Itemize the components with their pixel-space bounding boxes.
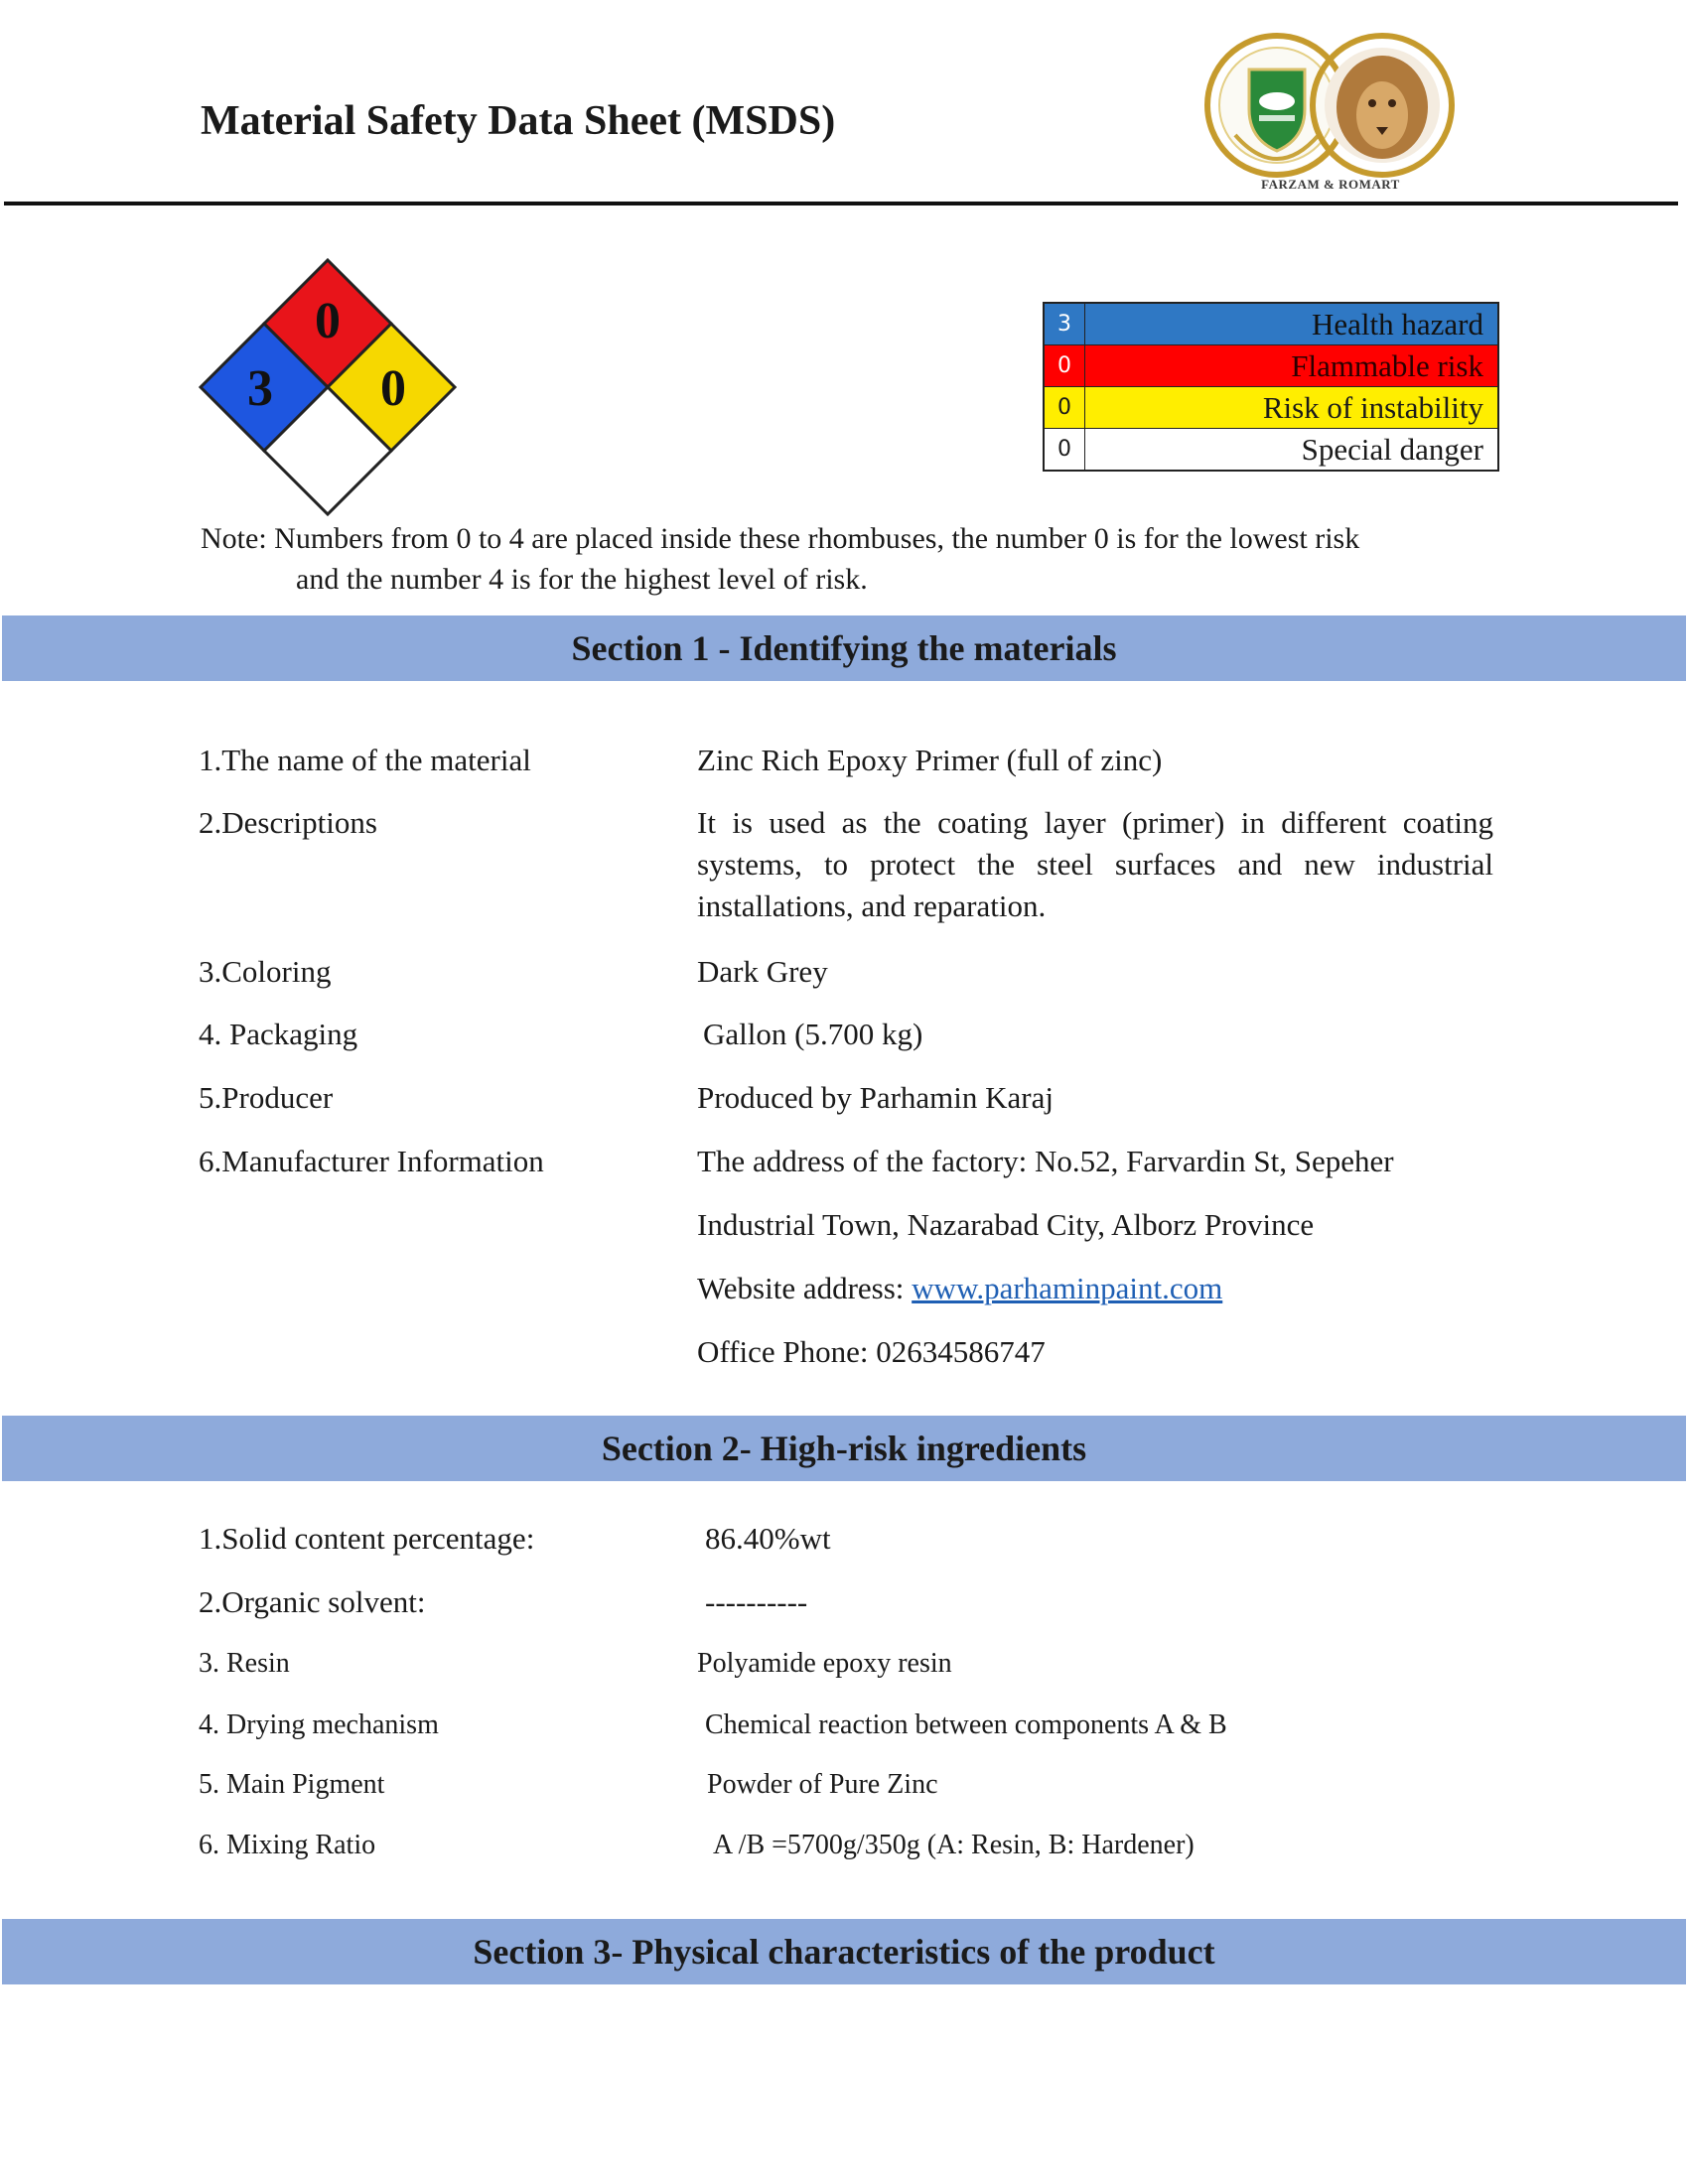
note-line-2: and the number 4 is for the highest level of risk. — [296, 563, 868, 596]
website-row — [697, 1271, 1222, 1306]
legend-row-health — [1045, 304, 1497, 345]
legend-label: Flammable risk — [1291, 347, 1483, 383]
nfpa-hazard-diamond — [197, 256, 459, 518]
website-link[interactable]: www.parhaminpaint.com — [912, 1271, 1223, 1305]
producer-label: 5.Producer — [199, 1080, 334, 1115]
factory-address-line-2: Industrial Town, Nazarabad City, Alborz Province — [697, 1207, 1315, 1242]
packaging-label: 4. Packaging — [199, 1017, 358, 1051]
legend-label: Risk of instability — [1262, 389, 1483, 425]
header-divider — [4, 202, 1678, 205]
risk-note — [201, 518, 1501, 600]
legend-row-flammable — [1045, 345, 1497, 387]
organic-solvent-value: ---------- — [705, 1584, 808, 1619]
hazard-legend — [1043, 302, 1499, 472]
logo-caption: FARZAM & ROMART — [1261, 177, 1400, 192]
resin-value: Polyamide epoxy resin — [697, 1648, 952, 1679]
drying-mechanism-value: Chemical reaction between components A & B — [705, 1709, 1227, 1740]
producer-value: Produced by Parhamin Karaj — [697, 1080, 1054, 1115]
material-name-label: 1.The name of the material — [199, 743, 531, 777]
legend-label: Health hazard — [1312, 306, 1483, 341]
main-pigment-value: Powder of Pure Zinc — [707, 1769, 938, 1800]
solid-content-value: 86.40%wt — [705, 1521, 831, 1556]
solid-content-label: 1.Solid content percentage: — [199, 1521, 535, 1556]
note-line-1: Note: Numbers from 0 to 4 are placed inside these rhombuses, the number 0 is for the lowest risk — [201, 522, 1360, 555]
legend-label: Special danger — [1301, 431, 1483, 467]
main-pigment-label: 5. Main Pigment — [199, 1769, 385, 1800]
material-name-value: Zinc Rich Epoxy Primer (full of zinc) — [697, 743, 1163, 777]
section-3-header: Section 3- Physical characteristics of the product — [2, 1919, 1686, 1984]
legend-number: 0 — [1045, 429, 1085, 470]
resin-label: 3. Resin — [199, 1648, 290, 1679]
factory-address-line-1: The address of the factory: No.52, Farvardin St, Sepeher — [697, 1144, 1394, 1178]
packaging-value: Gallon (5.700 kg) — [703, 1017, 923, 1051]
legend-row-instability — [1045, 387, 1497, 429]
company-logo — [1201, 24, 1460, 201]
office-phone: Office Phone: 02634586747 — [697, 1334, 1046, 1369]
instability-value: 0 — [380, 360, 406, 417]
descriptions-value: It is used as the coating layer (primer) in different coating systems, to protect the steel surfaces and new industrial installations, and reparation. — [697, 805, 1493, 923]
section-1-header: Section 1 - Identifying the materials — [2, 615, 1686, 681]
drying-mechanism-label: 4. Drying mechanism — [199, 1709, 439, 1740]
coloring-value: Dark Grey — [697, 954, 828, 989]
flammability-value: 0 — [315, 293, 341, 349]
page-title: Material Safety Data Sheet (MSDS) — [201, 98, 836, 144]
manufacturer-label: 6.Manufacturer Information — [199, 1144, 544, 1178]
mixing-ratio-value: A /B =5700g/350g (A: Resin, B: Hardener) — [713, 1830, 1195, 1860]
mixing-ratio-label: 6. Mixing Ratio — [199, 1830, 376, 1860]
legend-number: 0 — [1045, 345, 1085, 386]
section-2-header: Section 2- High-risk ingredients — [2, 1416, 1686, 1481]
website-prefix: Website address: — [697, 1271, 913, 1305]
coloring-label: 3.Coloring — [199, 954, 332, 989]
legend-row-special — [1045, 429, 1497, 470]
organic-solvent-label: 2.Organic solvent: — [199, 1584, 426, 1619]
descriptions-label: 2.Descriptions — [199, 805, 377, 840]
legend-number: 0 — [1045, 387, 1085, 428]
legend-number: 3 — [1045, 304, 1085, 344]
health-value: 3 — [247, 360, 273, 417]
